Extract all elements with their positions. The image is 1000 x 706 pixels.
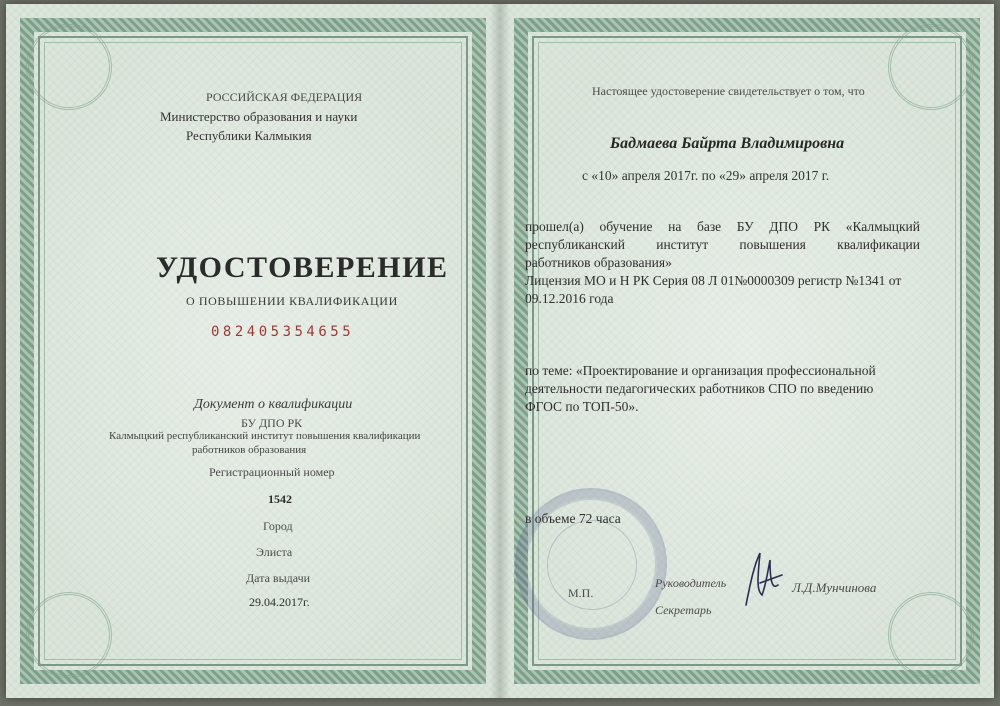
reg-number-label: Регистрационный номер	[209, 465, 335, 479]
license-line-1: Лицензия МО и Н РК Серия 08 Л 01№0000309 регистр №1341 от	[525, 273, 902, 288]
license-line-2: 09.12.2016 года	[525, 291, 614, 306]
head-label: Руководитель	[655, 576, 727, 590]
left-page	[6, 4, 500, 698]
city-label: Город	[263, 519, 293, 533]
topic-line-2: деятельности педагогических работников СПО по введению	[525, 381, 874, 396]
topic-line-3: ФГОС по ТОП-50».	[525, 399, 639, 414]
training-line-1: прошел(а) обучение на базе БУ ДПО РК «Калмыцкий	[525, 219, 920, 234]
document-subtitle: О ПОВЫШЕНИИ КВАЛИФИКАЦИИ	[186, 294, 398, 308]
ministry-line-2: Республики Калмыкия	[186, 128, 312, 143]
org-line-2: Калмыцкий республиканский институт повышения квалификации	[109, 430, 421, 442]
reg-number-value: 1542	[268, 492, 292, 506]
course-volume: в объеме 72 часа	[525, 511, 621, 526]
country-label: РОССИЙСКАЯ ФЕДЕРАЦИЯ	[206, 90, 363, 104]
org-line-3: работников образования	[192, 444, 307, 456]
ministry-line-1: Министерство образования и науки	[160, 109, 358, 124]
mp-label: М.П.	[568, 586, 594, 600]
training-line-2: республиканский институт повышения квалификации	[525, 237, 920, 252]
spine-fold	[490, 4, 510, 698]
intro-text: Настоящее удостоверение свидетельствует о том, что	[592, 84, 865, 98]
ornament-icon	[26, 592, 112, 678]
head-name: Л.Д.Мунчинова	[792, 580, 877, 595]
issue-date-value: 29.04.2017г.	[249, 595, 310, 609]
training-period: с «10» апреля 2017г. по «29» апреля 2017 г.	[582, 168, 830, 183]
training-line-3: работников образования»	[525, 255, 672, 270]
document-title: УДОСТОВЕРЕНИЕ	[156, 251, 449, 284]
org-line-1: БУ ДПО РК	[241, 416, 303, 430]
issue-date-label: Дата выдачи	[246, 571, 311, 585]
recipient-name: Бадмаева Байрта Владимировна	[610, 135, 845, 152]
ornament-icon	[888, 24, 974, 110]
doc-qualification-label: Документ о квалификации	[194, 397, 353, 412]
signature-icon	[740, 545, 790, 615]
topic-line-1: по теме: «Проектирование и организация профессиональной	[525, 363, 876, 378]
ornament-icon	[26, 24, 112, 110]
secretary-label: Секретарь	[655, 603, 712, 617]
city-value: Элиста	[256, 545, 293, 559]
serial-number: 082405354655	[211, 324, 355, 340]
ornament-icon	[888, 592, 974, 678]
